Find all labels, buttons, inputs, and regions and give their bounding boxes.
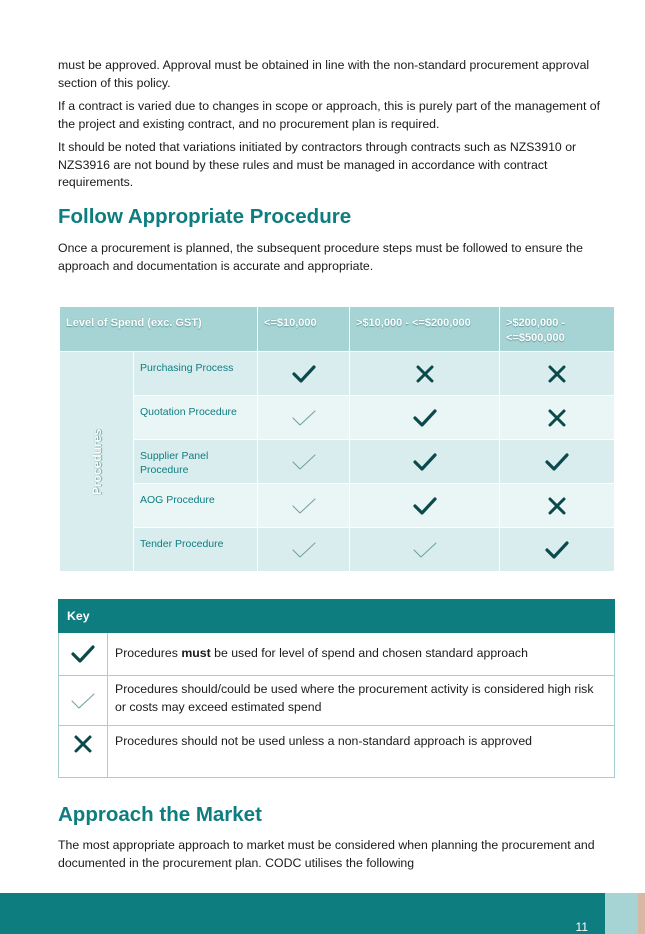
row-label: Quotation Procedure (134, 396, 258, 440)
section-intro-procedure: Once a procurement is planned, the subsequent procedure steps must be followed to ensure the approach and documentation is accurate and appropriate. (58, 241, 583, 273)
cell-mark (258, 352, 350, 396)
row-label: Tender Procedure (134, 528, 258, 572)
check-thin-icon (412, 540, 438, 560)
cell-mark (500, 440, 615, 484)
check-thin-icon (291, 496, 317, 516)
check-bold-icon (545, 452, 569, 472)
footer-accent (638, 893, 645, 934)
cell-mark (258, 396, 350, 440)
check-bold-icon (413, 452, 437, 472)
header-spend-tier-2: >$10,000 - <=$200,000 (350, 307, 500, 352)
check-thin-icon (70, 691, 96, 711)
section-intro-approach: The most appropriate approach to market must be considered when planning the procurement and documented in the procurement plan. CODC utilises the following (58, 838, 595, 870)
header-spend-tier-1: <=$10,000 (258, 307, 350, 352)
footer-accent (605, 893, 638, 934)
key-row-not (59, 726, 615, 778)
row-label: Supplier Panel Procedure (134, 440, 258, 484)
cross-icon (547, 364, 567, 384)
header-level-of-spend: Level of Spend (exc. GST) (60, 307, 258, 352)
footer-bar (0, 893, 605, 934)
key-text-should: Procedures should/could be used where the procurement activity is considered high risk or costs may exceed estimated spend (108, 676, 615, 726)
key-text-not: Procedures should not be used unless a non-standard approach is approved (108, 726, 615, 778)
row-label: Purchasing Process (134, 352, 258, 396)
table-row (60, 440, 615, 484)
procedures-table (59, 306, 615, 572)
table-row (60, 484, 615, 528)
key-row-must (59, 633, 615, 676)
check-bold-icon (545, 540, 569, 560)
key-row-should (59, 676, 615, 726)
check-bold-icon (71, 644, 95, 664)
cell-mark (500, 352, 615, 396)
cell-mark (258, 484, 350, 528)
key-text-must: Procedures must be used for level of spend and chosen standard approach (108, 633, 615, 676)
cell-mark (258, 528, 350, 572)
table-row (60, 396, 615, 440)
cell-mark (500, 528, 615, 572)
table-header-row (60, 307, 615, 352)
key-title: Key (59, 600, 615, 633)
cell-mark (350, 440, 500, 484)
check-thin-icon (291, 452, 317, 472)
check-thin-icon (291, 408, 317, 428)
cross-icon (547, 496, 567, 516)
section-heading-approach: Approach the Market (58, 803, 262, 826)
key-icon-cell (59, 633, 108, 676)
cross-icon (415, 364, 435, 384)
cell-mark (350, 396, 500, 440)
paragraph-variation: If a contract is varied due to changes in scope or approach, this is purely part of the management of the project and existing contract, and no procurement plan is required. (58, 99, 601, 131)
key-icon-cell (59, 676, 108, 726)
header-spend-tier-3: >$200,000 - <=$500,000 (500, 307, 615, 352)
check-bold-icon (292, 364, 316, 384)
row-label: AOG Procedure (134, 484, 258, 528)
cell-mark (350, 352, 500, 396)
section-heading-procedure: Follow Appropriate Procedure (58, 205, 352, 228)
table-row (60, 352, 615, 396)
check-bold-icon (413, 496, 437, 516)
cell-mark (350, 484, 500, 528)
paragraph-contractor-note: It should be noted that variations initiated by contractors through contracts such as NZS3910 or NZS3916 are not bound by these rules and must be managed in accordance with contract requirements. (58, 140, 577, 189)
cell-mark (500, 396, 615, 440)
key-header-row (59, 600, 615, 633)
check-thin-icon (291, 540, 317, 560)
key-icon-cell (59, 726, 108, 778)
table-row (60, 528, 615, 572)
cell-mark (258, 440, 350, 484)
procedures-side-label: Procedures (60, 352, 134, 572)
paragraph-approval: must be approved. Approval must be obtained in line with the non-standard procurement approval section of this policy. (58, 58, 590, 90)
cross-icon (547, 408, 567, 428)
cell-mark (350, 528, 500, 572)
key-table (58, 599, 615, 778)
page-number: 11 (575, 920, 588, 934)
check-bold-icon (413, 408, 437, 428)
cell-mark (500, 484, 615, 528)
cross-icon (73, 734, 93, 754)
